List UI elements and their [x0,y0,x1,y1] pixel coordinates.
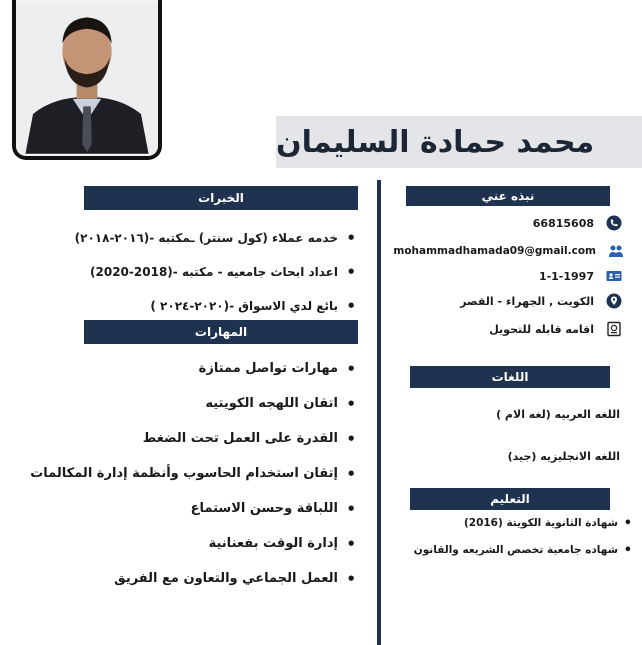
skill-item: • إتقان استخدام الحاسوب وأنظمة إدارة المكالمات [30,465,358,500]
person-portrait-icon [16,0,158,156]
email-address: mohammadhamada09@gmail.com [393,245,596,257]
contact-phone [533,215,622,231]
skill-item: • العمل الجماعي والتعاون مع الفريق [30,570,358,605]
section-header-education: التعليم [410,488,610,510]
profile-photo [12,0,162,160]
residency-status: اقامه قابله للتحويل [489,322,594,336]
language-arabic: اللغه العربيه (لغه الام ) [496,408,620,421]
section-header-experience: الخبرات [84,186,358,210]
skill-item: • اللباقة وحسن الاستماع [30,500,358,535]
skill-item: • مهارات تواصل ممتازة [30,360,358,395]
skills-list [30,360,358,605]
experience-item-call-center: • خدمه عملاء (كول سنتر) ـمكتبه -(٢٠١٦-٢٠١٨) [75,229,358,263]
birthdate: 1-1-1997 [538,269,594,283]
section-header-skills: المهارات [84,320,358,344]
skill-item: • القدرة على العمل تحت الضغط [30,430,358,465]
contact-residency [489,321,622,337]
experience-list [75,229,358,331]
section-header-languages: اللغات [410,366,610,388]
experience-item-research: • اعداد ابحاث جامعيه - مكتبه -(2018-2020) [75,263,358,297]
skill-item: • اتقان اللهجه الكويتيه [30,395,358,430]
education-item-university: • شهاده جامعية تخصص الشريعه والقانون [392,544,632,556]
location-pin-icon [606,293,622,309]
id-card-icon [606,268,622,284]
name-banner [276,116,642,168]
contact-email [393,243,624,259]
language-english: اللغه الانجليزيه (جيد) [507,450,620,463]
passport-icon [606,321,622,337]
phone-number: 66815608 [532,216,594,230]
column-divider [377,180,381,645]
contact-address [460,293,622,309]
full-name: محمد حمادة السليمان [276,124,595,160]
experience-item-sales: • بائع لدي الاسواق -(٢٠٢٠-٢٠٢٤ ) [75,297,358,331]
phone-icon [606,215,622,231]
section-header-about: نبذه عني [406,186,610,206]
people-icon [608,243,624,259]
contact-birthdate [539,268,622,284]
address: الكويت , الجهراء - القصر [460,294,594,308]
education-list [392,517,632,571]
education-item-highschool: • شهادة الثانوية الكويتة (2016) [392,517,632,529]
skill-item: • إدارة الوقت بفعنانية [30,535,358,570]
